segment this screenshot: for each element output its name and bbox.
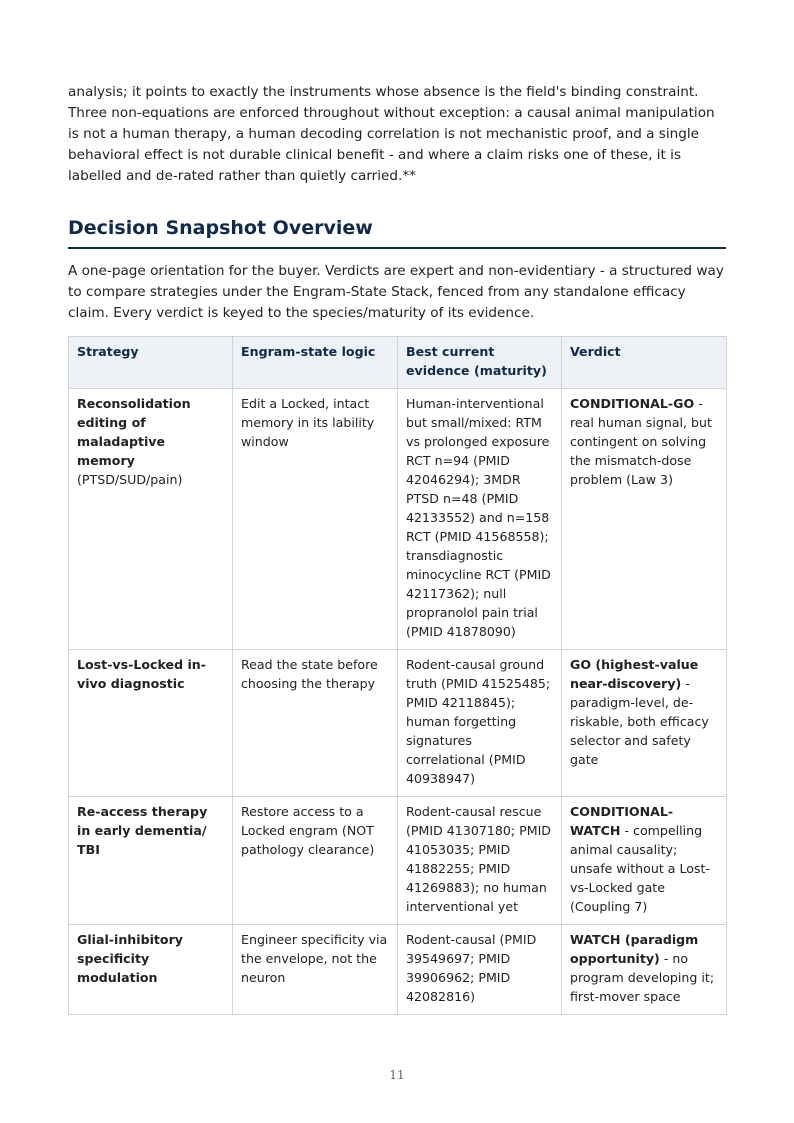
verdict-cell	[562, 797, 727, 925]
verdict-label: GO (highest-value near-discovery)	[570, 657, 699, 691]
strategy-cell	[69, 650, 233, 797]
table-row	[69, 925, 727, 1015]
page-content	[68, 82, 726, 1015]
strategy-name: Lost-vs-Locked in-vivo diagnostic	[77, 657, 206, 691]
evidence-cell: Human-interventional but small/mixed: RTM vs prolonged exposure RCT n=94 (PMID 42046294); 3MDR PTSD n=48 (PMID 42133552) and n=158 RCT (PMID 41568558); transdiagnostic minocycline RCT (PMID 42117362); null propranolol pain trial (PMID 41878090)	[398, 389, 562, 650]
verdict-rationale: - real human signal, but contingent on solving the mismatch-dose problem (Law 3)	[570, 396, 712, 487]
header-strategy: Strategy	[69, 337, 233, 389]
strategy-name: Glial-inhibitory specificity modulation	[77, 932, 184, 985]
evidence-cell: Rodent-causal (PMID 39549697; PMID 39906962; PMID 42082816)	[398, 925, 562, 1015]
strategy-name: Re-access therapy in early dementia/ TBI	[77, 804, 208, 857]
evidence-cell: Rodent-causal rescue (PMID 41307180; PMID 41053035; PMID 41882255; PMID 41269883); no human interventional yet	[398, 797, 562, 925]
table-row	[69, 650, 727, 797]
decision-snapshot-table	[68, 336, 727, 1015]
logic-cell: Read the state before choosing the therapy	[233, 650, 398, 797]
verdict-label: WATCH (paradigm opportunity)	[570, 932, 699, 966]
verdict-rationale: - no program developing it; first-mover space	[570, 951, 715, 1004]
evidence-cell: Rodent-causal ground truth (PMID 41525485; PMID 42118845); human forgetting signatures correlational (PMID 40938947)	[398, 650, 562, 797]
strategy-cell	[69, 389, 233, 650]
verdict-cell	[562, 650, 727, 797]
verdict-rationale: - compelling animal causality; unsafe without a Lost-vs-Locked gate (Coupling 7)	[570, 823, 711, 914]
header-best-current-evidence: Best current evidence (maturity)	[398, 337, 562, 389]
strategy-cell	[69, 925, 233, 1015]
table-row	[69, 389, 727, 650]
intro-paragraph: analysis; it points to exactly the instruments whose absence is the field's binding constraint. Three non-equations are enforced throughout without exception: a causal animal manipulation is not a human therapy, a human decoding correlation is not mechanistic proof, and a single behavioral effect is not durable clinical benefit - and where a claim risks one of these, it is labelled and de-rated rather than quietly carried.**	[68, 84, 715, 184]
verdict-cell	[562, 925, 727, 1015]
strategy-cell	[69, 797, 233, 925]
table-row	[69, 797, 727, 925]
verdict-rationale: - paradigm-level, de-riskable, both efficacy selector and safety gate	[570, 676, 709, 767]
table-header-row	[69, 337, 727, 389]
verdict-cell	[562, 389, 727, 650]
section-lead-paragraph: A one-page orientation for the buyer. Verdicts are expert and non-evidentiary - a structured way to compare strategies under the Engram-State Stack, fenced from any standalone efficacy claim. Every verdict is keyed to the species/maturity of its evidence.	[68, 263, 724, 321]
header-verdict: Verdict	[562, 337, 727, 389]
section-heading: Decision Snapshot Overview	[68, 216, 726, 249]
header-engram-state-logic: Engram-state logic	[233, 337, 398, 389]
strategy-name: Reconsolidation editing of maladaptive memory	[77, 396, 191, 468]
verdict-label: CONDITIONAL-GO	[570, 396, 695, 411]
page-number: 11	[389, 1068, 405, 1082]
strategy-qualifier: (PTSD/SUD/pain)	[77, 472, 183, 487]
verdict-label: CONDITIONAL-WATCH	[570, 804, 674, 838]
logic-cell: Engineer specificity via the envelope, not the neuron	[233, 925, 398, 1015]
logic-cell: Restore access to a Locked engram (NOT pathology clearance)	[233, 797, 398, 925]
logic-cell: Edit a Locked, intact memory in its lability window	[233, 389, 398, 650]
